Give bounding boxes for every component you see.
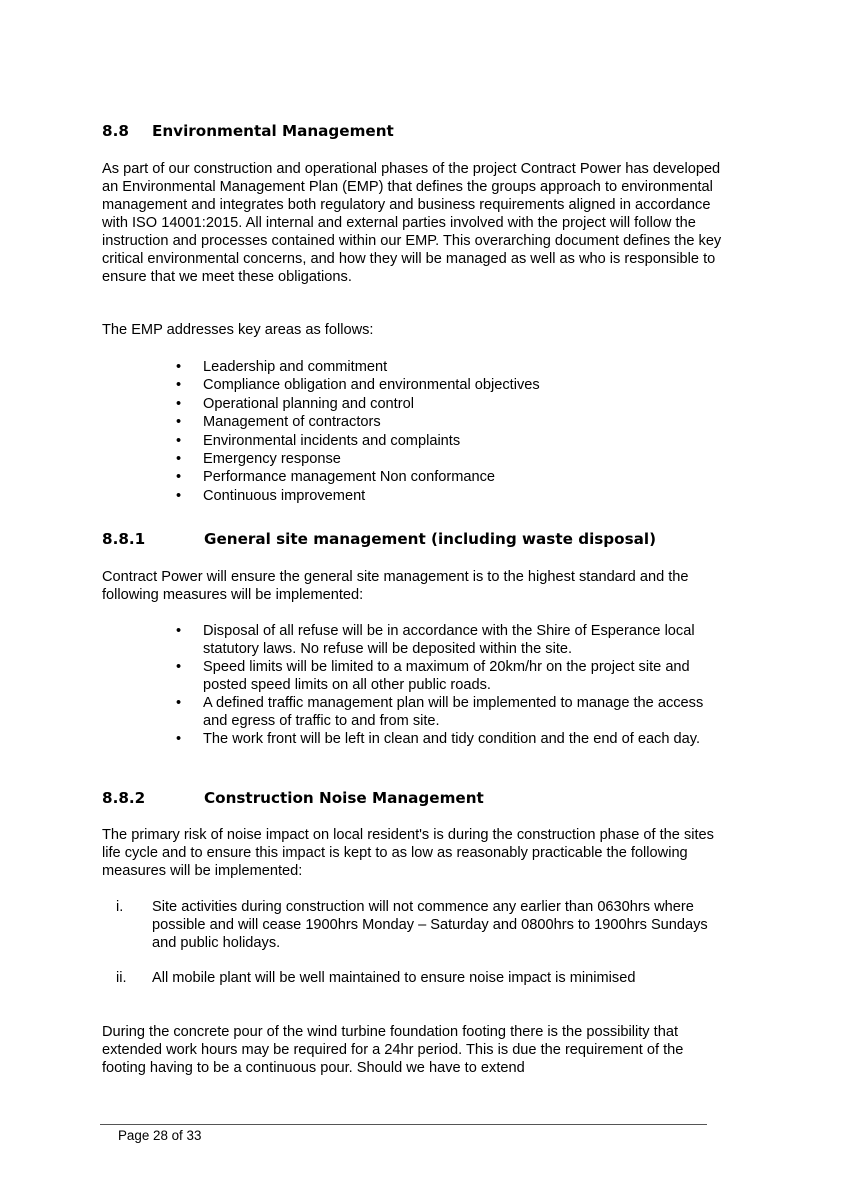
concrete-pour-paragraph: During the concrete pour of the wind turbine foundation footing there is the possibility that extended work hours may be required for a 24hr period. This is due the requirement of the footing having to be a continuous pour. Should we have to extend — [102, 1024, 684, 1076]
heading-8-8-1-title: General site management (including waste disposal) — [204, 530, 657, 548]
emp-intro: The EMP addresses key areas as follows: — [102, 322, 374, 338]
emp-areas-list — [172, 358, 732, 505]
list-item: • The work front will be left in clean and tidy condition and the end of each day. — [176, 731, 701, 747]
bullet: • — [176, 377, 182, 394]
list-marker: ii. — [116, 970, 127, 986]
bullet: • — [176, 623, 182, 639]
bullet: • — [176, 469, 182, 486]
noise-measures-list — [102, 898, 722, 987]
bullet: • — [176, 414, 182, 431]
list-item: • A defined traffic management plan will be implemented to manage the access and egress of traffic to and from site. — [176, 695, 704, 729]
list-item: • Compliance obligation and environmental objectives — [176, 377, 540, 394]
list-item: • Leadership and commitment — [176, 359, 388, 375]
bullet: • — [176, 695, 182, 711]
list-item: • Operational planning and control — [176, 395, 414, 412]
list-item: • Disposal of all refuse will be in accordance with the Shire of Esperance local statutory laws. No refuse will be deposited within the site. — [176, 623, 695, 657]
bullet: • — [176, 359, 182, 375]
list-item: • Performance management Non conformance — [176, 469, 496, 486]
footer-divider — [100, 1124, 707, 1125]
emp-paragraph: As part of our construction and operational phases of the project Contract Power has developed an Environmental Management Plan (EMP) that defines the groups approach to environmental management and integrates both regulatory and business requirements aligned in accordance with ISO 14001:2015. All internal and external parties involved with the project will follow the instruction and processes contained within our EMP. This overarching document defines the key critical environmental concerns, and how they will be managed as well as who is responsible to ensure that we meet these obligations. — [102, 161, 722, 285]
site-measures-list — [172, 622, 712, 748]
list-item: i. Site activities during construction will not commence any earlier than 0630hrs where possible and will cease 1900hrs Monday – Saturday and 0800hrs to 1900hrs Sundays and public holidays. — [116, 899, 708, 951]
list-item: • Management of contractors — [176, 414, 381, 431]
list-item: • Emergency response — [176, 451, 341, 468]
list-marker: i. — [116, 899, 124, 915]
noise-paragraph: The primary risk of noise impact on local resident's is during the construction phase of the sites life cycle and to ensure this impact is kept to as low as reasonably practicable the following measures will be implemented: — [102, 827, 714, 879]
heading-8-8-2 — [102, 789, 484, 807]
page-number: Page 28 of 33 — [118, 1128, 202, 1143]
bullet: • — [176, 659, 182, 675]
heading-8-8-1 — [102, 530, 656, 548]
bullet: • — [176, 395, 182, 412]
list-item: • Continuous improvement — [176, 487, 366, 504]
heading-8-8-number: 8.8 — [102, 122, 129, 140]
bullet: • — [176, 731, 182, 747]
list-item: • Environmental incidents and complaints — [176, 432, 461, 449]
list-item: ii. All mobile plant will be well maintained to ensure noise impact is minimised — [116, 970, 636, 986]
heading-8-8-2-number: 8.8.2 — [102, 789, 146, 807]
bullet: • — [176, 487, 182, 504]
heading-8-8-2-title: Construction Noise Management — [204, 789, 484, 807]
heading-8-8-1-number: 8.8.1 — [102, 530, 146, 548]
bullet: • — [176, 451, 182, 468]
heading-8-8-title: Environmental Management — [152, 122, 394, 140]
heading-8-8 — [102, 122, 394, 140]
bullet: • — [176, 432, 182, 449]
site-management-paragraph: Contract Power will ensure the general site management is to the highest standard and the following measures will be implemented: — [102, 569, 689, 603]
list-item: • Speed limits will be limited to a maximum of 20km/hr on the project site and posted speed limits on all other public roads. — [176, 659, 690, 693]
